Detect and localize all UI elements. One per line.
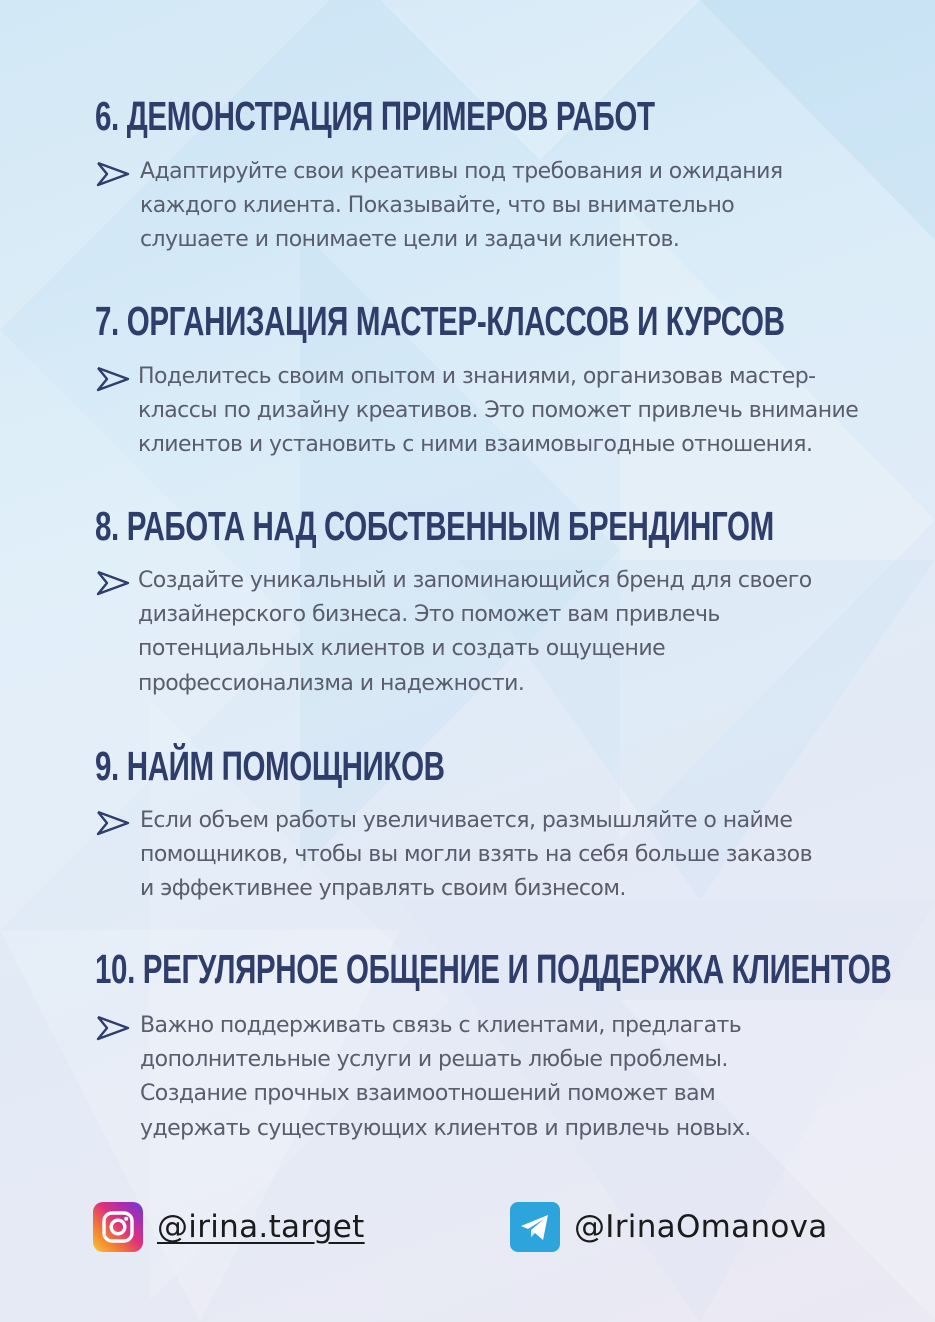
instagram-icon[interactable]	[93, 1202, 143, 1252]
telegram-handle[interactable]: @IrinaOmanova	[574, 1209, 828, 1245]
text-line: слушаете и понимаете цели и задачи клиентов.	[140, 227, 680, 253]
section-7-text	[138, 360, 930, 463]
text-line: Поделитесь своим опытом и знаниями, организовав мастер-	[138, 364, 816, 389]
telegram-contact[interactable]	[510, 1202, 828, 1252]
text-line: дополнительные услуги и решать любые проблемы.	[140, 1047, 728, 1073]
text-line: Важно поддерживать связь с клиентами, предлагать	[140, 1013, 742, 1038]
text-line: потенциальных клиентов и создать ощущение	[138, 636, 666, 662]
section-10-text	[140, 1009, 930, 1146]
text-line: профессионализма и надежности.	[138, 670, 525, 696]
section-6-heading: 6. ДЕМОНСТРАЦИЯ ПРИМЕРОВ РАБОТ	[95, 93, 655, 139]
section-7-heading: 7. ОРГАНИЗАЦИЯ МАСТЕР-КЛАССОВ И КУРСОВ	[95, 298, 785, 344]
section-9-heading: 9. НАЙМ ПОМОЩНИКОВ	[95, 743, 445, 789]
text-line: каждого клиента. Показывайте, что вы внимательно	[140, 193, 735, 219]
text-line: удержать существующих клиентов и привлечь новых.	[140, 1115, 751, 1141]
section-6-text	[140, 155, 930, 258]
text-line: помощников, чтобы вы могли взять на себя больше заказов	[140, 842, 812, 868]
section-8-heading: 8. РАБОТА НАД СОБСТВЕННЫМ БРЕНДИНГОМ	[95, 503, 774, 549]
section-10-heading: 10. РЕГУЛЯРНОЕ ОБЩЕНИЕ И ПОДДЕРЖКА КЛИЕНТОВ	[95, 946, 892, 992]
text-line: классы по дизайну креативов. Это поможет привлечь внимание	[138, 398, 859, 424]
text-line: Создание прочных взаимоотношений поможет вам	[140, 1081, 716, 1107]
chevron-right-icon	[95, 810, 131, 836]
text-line: дизайнерского бизнеса. Это поможет вам привлечь	[138, 602, 720, 628]
text-line: и эффективнее управлять своим бизнесом.	[140, 876, 626, 902]
text-line: клиентов и установить с ними взаимовыгодные отношения.	[138, 432, 813, 458]
section-9-text	[140, 804, 930, 907]
telegram-icon[interactable]	[510, 1202, 560, 1252]
instagram-handle-link[interactable]: @irina.target	[157, 1209, 365, 1245]
text-line: Если объем работы увеличивается, размышляйте о найме	[140, 808, 793, 833]
chevron-right-icon	[95, 161, 131, 187]
chevron-right-icon	[95, 366, 131, 392]
text-line: Создайте уникальный и запоминающийся бренд для своего	[138, 568, 812, 593]
text-line: Адаптируйте свои креативы под требования и ожидания	[140, 159, 783, 184]
chevron-right-icon	[95, 1015, 131, 1041]
instagram-contact[interactable]	[93, 1202, 365, 1252]
chevron-right-icon	[95, 570, 131, 596]
section-8-text	[138, 564, 930, 701]
